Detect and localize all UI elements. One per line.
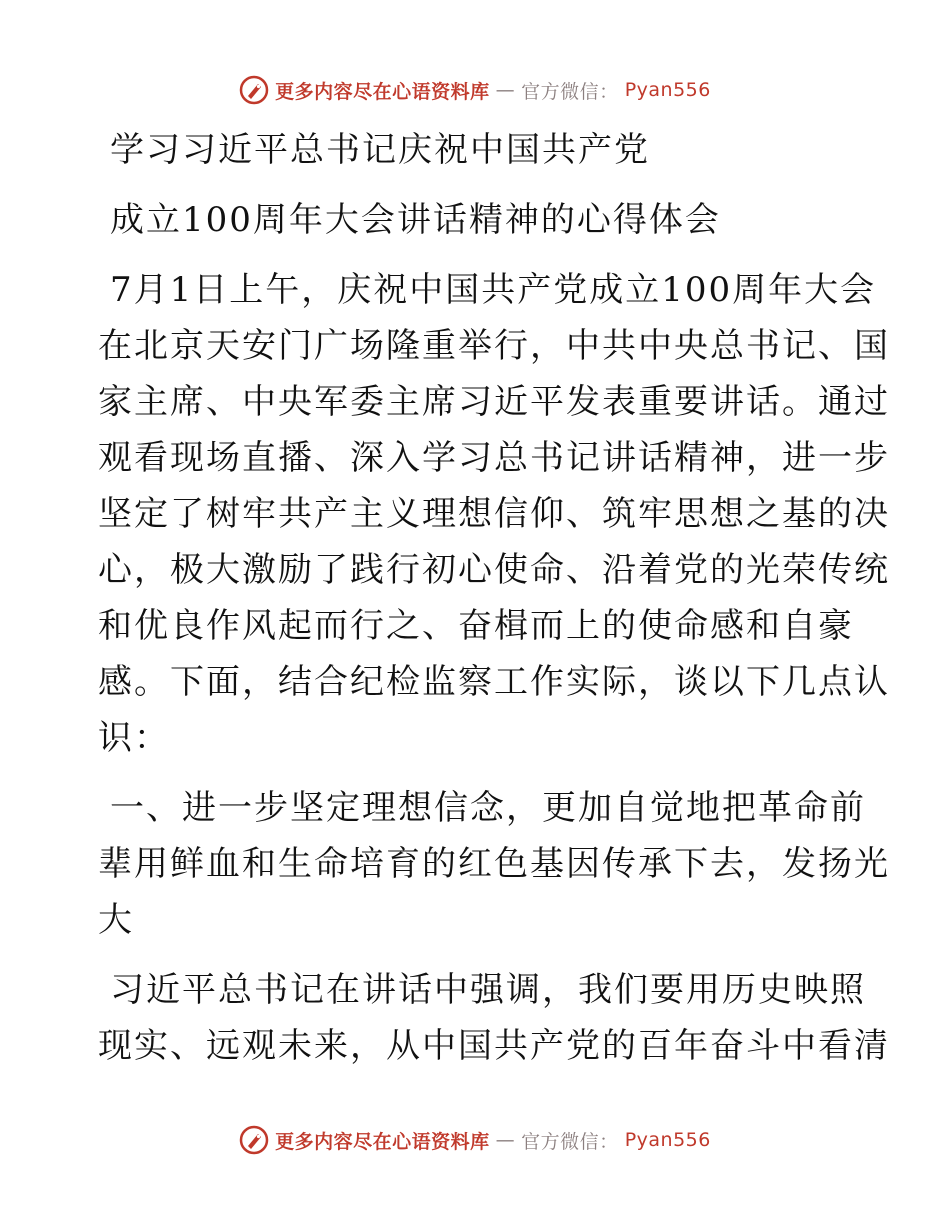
document-title-line-2: 成立100周年大会讲话精神的心得体会 (110, 200, 721, 240)
paragraph-line: 感。下面，结合纪检监察工作实际，谈以下几点认 (98, 662, 890, 702)
heading-line: 一、进一步坚定理想信念，更加自觉地把革命前 (110, 788, 866, 828)
paragraph-line: 在北京天安门广场隆重举行，中共中央总书记、国 (98, 326, 890, 366)
paragraph-line: 现实、远观未来，从中国共产党的百年奋斗中看清 (98, 1026, 890, 1066)
document-title-line-1: 学习习近平总书记庆祝中国共产党 (110, 130, 650, 170)
paragraph-line: 7月1日上午，庆祝中国共产党成立100周年大会 (110, 270, 877, 310)
heading-line: 大 (98, 900, 134, 940)
heading-line: 辈用鲜血和生命培育的红色基因传承下去，发扬光 (98, 844, 890, 884)
watermark-banner-top (0, 70, 950, 110)
watermark-wechat-label: 官方微信： (521, 1130, 619, 1153)
watermark-wechat-label: 官方微信： (521, 80, 619, 103)
paragraph-line: 习近平总书记在讲话中强调，我们要用历史映照 (110, 970, 866, 1010)
watermark-dash: — (495, 79, 516, 101)
watermark-site-text: 更多内容尽在心语资料库 (275, 1130, 490, 1153)
watermark-site-text: 更多内容尽在心语资料库 (275, 80, 490, 103)
pen-nib-logo-icon (239, 75, 269, 105)
document-body (98, 122, 890, 1074)
pen-nib-logo-icon (239, 1125, 269, 1155)
watermark-wechat-id: Pyan556 (624, 79, 711, 101)
paragraph-2 (98, 962, 890, 1074)
paragraph-intro (98, 262, 890, 766)
watermark-banner-bottom (0, 1120, 950, 1160)
section-heading-1 (98, 780, 890, 948)
paragraph-line: 观看现场直播、深入学习总书记讲话精神，进一步 (98, 438, 890, 478)
paragraph-line: 家主席、中央军委主席习近平发表重要讲话。通过 (98, 382, 890, 422)
watermark-wechat-id: Pyan556 (624, 1129, 711, 1151)
paragraph-line: 和优良作风起而行之、奋楫而上的使命感和自豪 (98, 606, 854, 646)
paragraph-line: 心，极大激励了践行初心使命、沿着党的光荣传统 (98, 550, 890, 590)
watermark-dash: — (495, 1129, 516, 1151)
paragraph-line: 坚定了树牢共产主义理想信仰、筑牢思想之基的决 (98, 494, 890, 534)
paragraph-line: 识： (98, 718, 170, 758)
